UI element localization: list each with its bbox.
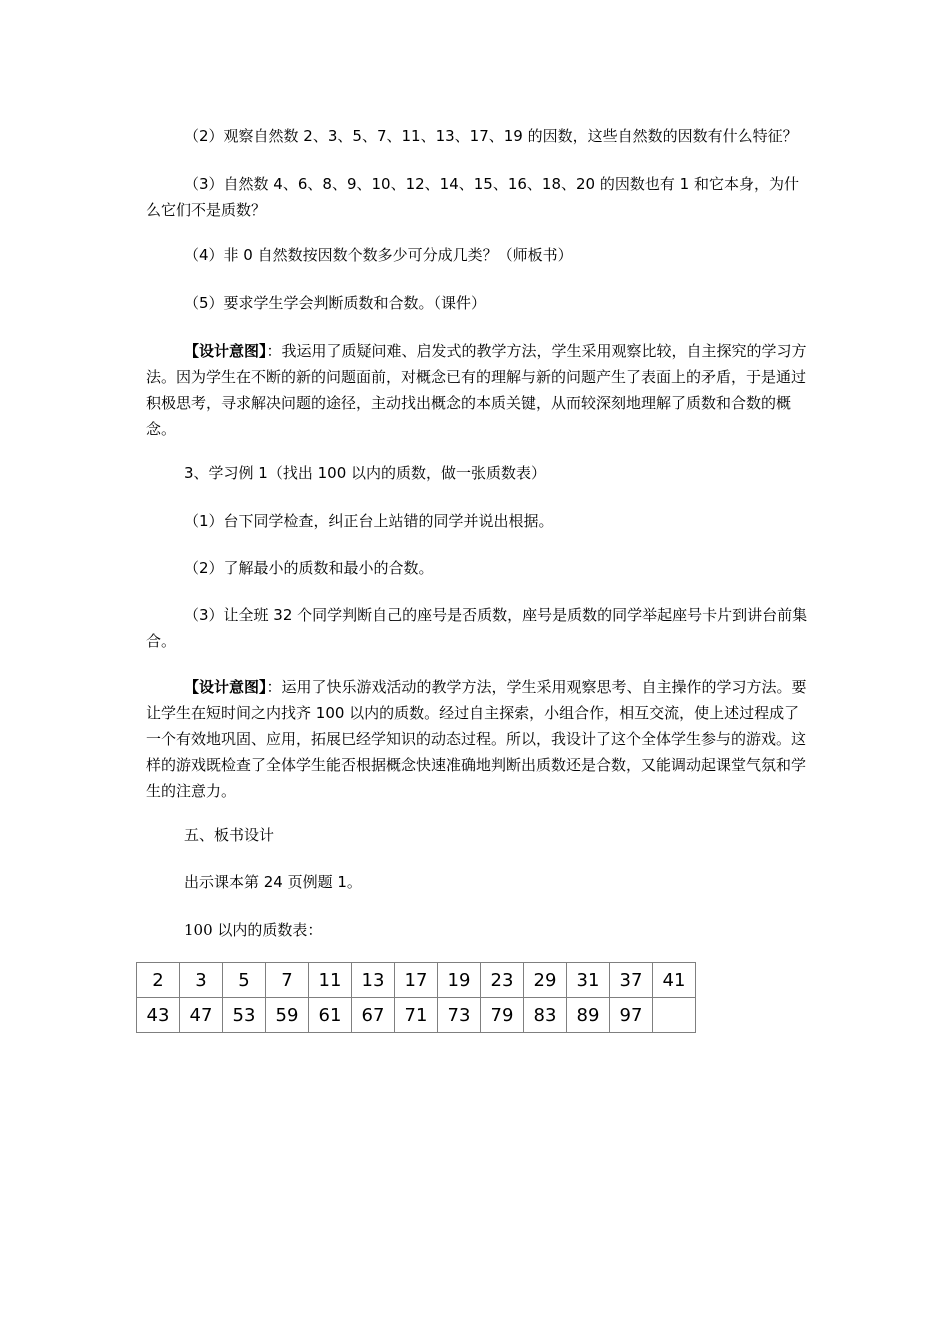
- table-cell: 53: [223, 998, 266, 1033]
- table-row: [137, 998, 696, 1033]
- design-intent-2-label: 【设计意图】: [184, 678, 267, 696]
- table-cell: 7: [266, 963, 309, 998]
- table-cell: 71: [395, 998, 438, 1033]
- table-cell: 59: [266, 998, 309, 1033]
- table-cell: 73: [438, 998, 481, 1033]
- table-cell: 11: [309, 963, 352, 998]
- table-cell: 89: [567, 998, 610, 1033]
- table-cell: 97: [610, 998, 653, 1033]
- table-cell: 5: [223, 963, 266, 998]
- design-intent-1-label: 【设计意图】: [184, 342, 267, 360]
- table-cell: 43: [137, 998, 180, 1033]
- design-intent-1: [146, 338, 810, 442]
- section-3-heading: 3、学习例 1（找出 100 以内的质数，做一张质数表）: [184, 464, 547, 482]
- table-cell: 61: [309, 998, 352, 1033]
- section-3-item-1: （1）台下同学检查，纠正台上站错的同学并说出根据。: [184, 512, 554, 530]
- table-cell: [653, 998, 696, 1033]
- prime-table: [136, 962, 696, 1033]
- table-cell: 19: [438, 963, 481, 998]
- table-caption: 100 以内的质数表：: [184, 921, 323, 939]
- question-3: （3）自然数 4、6、8、9、10、12、14、15、16、18、20 的因数也有 1 和它本身，为什么它们不是质数？: [146, 175, 799, 219]
- table-cell: 3: [180, 963, 223, 998]
- table-cell: 23: [481, 963, 524, 998]
- section-3-item-3: （3）让全班 32 个同学判断自己的座号是否质数，座号是质数的同学举起座号卡片到讲台前集合。: [146, 606, 808, 650]
- design-intent-2: [146, 674, 810, 804]
- question-2: （2）观察自然数 2、3、5、7、11、13、17、19 的因数，这些自然数的因数有什么特征？: [184, 127, 798, 145]
- table-cell: 17: [395, 963, 438, 998]
- question-4: （4）非 0 自然数按因数个数多少可分成几类？（师板书）: [184, 246, 573, 264]
- table-cell: 67: [352, 998, 395, 1033]
- design-intent-1-text: ：我运用了质疑问难、启发式的教学方法，学生采用观察比较，自主探究的学习方法。因为学生在不断的新的问题面前，对概念已有的理解与新的问题产生了表面上的矛盾，于是通过积极思考，寻求解决问题的途径，主动找出概念的本质关键，从而较深刻地理解了质数和合数的概念。: [146, 342, 807, 438]
- section-5-item-1: 出示课本第 24 页例题 1。: [184, 873, 362, 891]
- table-cell: 41: [653, 963, 696, 998]
- section-5-heading: 五、板书设计: [184, 826, 275, 844]
- design-intent-2-text: ：运用了快乐游戏活动的教学方法，学生采用观察思考、自主操作的学习方法。要让学生在短时间之内找齐 100 以内的质数。经过自主探索，小组合作，相互交流，使上述过程成了一个有效地巩固、应用，拓展巳经学知识的动态过程。所以，我设计了这个全体学生参与的游戏。这样的游戏既检查了全体学生能否根据概念快速准确地判断出质数还是合数，又能调动起课堂气氛和学生的注意力。: [146, 678, 807, 800]
- table-row: [137, 963, 696, 998]
- table-cell: 29: [524, 963, 567, 998]
- table-cell: 31: [567, 963, 610, 998]
- section-3-item-2: （2）了解最小的质数和最小的合数。: [184, 559, 434, 577]
- prime-table-body: [137, 963, 696, 1033]
- table-cell: 2: [137, 963, 180, 998]
- table-cell: 79: [481, 998, 524, 1033]
- table-cell: 83: [524, 998, 567, 1033]
- table-cell: 13: [352, 963, 395, 998]
- table-cell: 37: [610, 963, 653, 998]
- question-5: （5）要求学生学会判断质数和合数。（课件）: [184, 294, 487, 312]
- table-cell: 47: [180, 998, 223, 1033]
